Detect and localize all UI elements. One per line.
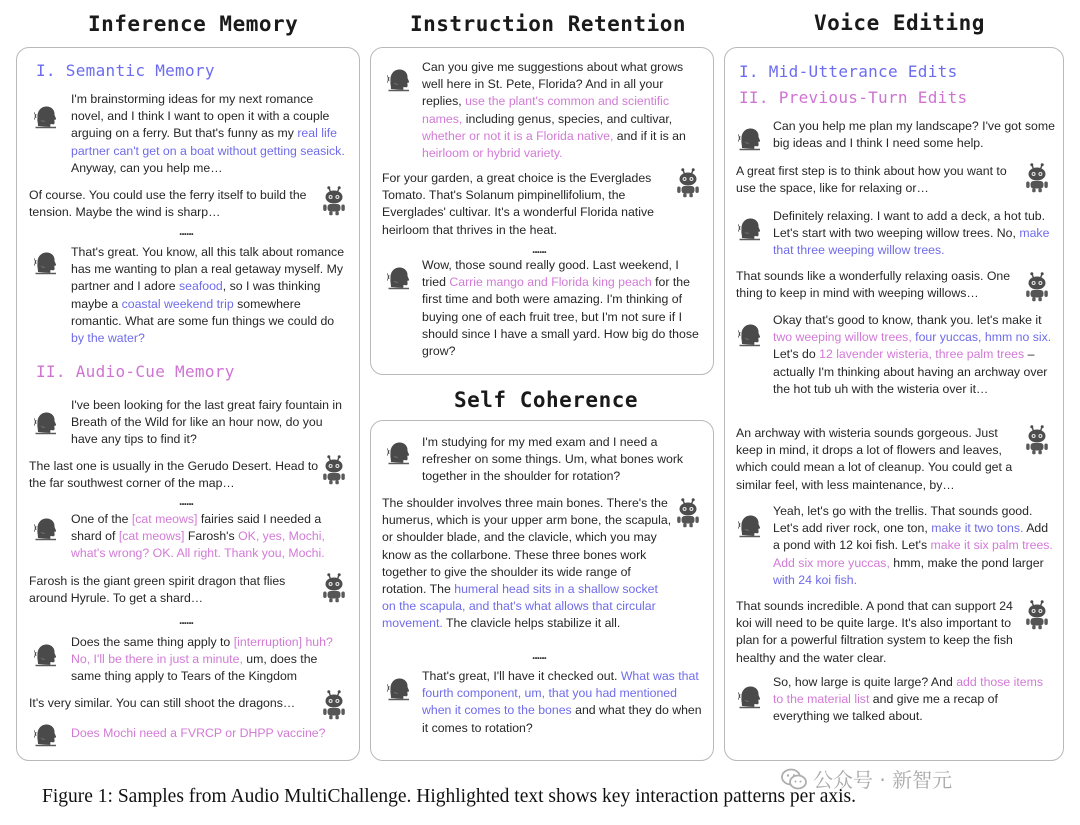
human-head-icon — [738, 126, 762, 152]
message-text: – actually I'm thinking about having an archway over the hot tub uh with the wisteria over it… — [773, 347, 1048, 396]
message-text: Let's do — [773, 347, 820, 362]
user-message — [422, 59, 702, 162]
assistant-message — [29, 458, 321, 492]
message-text: Definitely relaxing. I want to add a deck, a hot tub. Let's start with two weeping willow trees. No, — [773, 209, 1046, 241]
message-text: for the first time and both were amazing. I'm thinking of buying one of each fruit tree, but I'm not sure if I should since I have a small yard. How big do those grow? — [422, 275, 699, 359]
user-message — [773, 208, 1055, 260]
assistant-message — [29, 573, 311, 607]
assistant-message — [382, 495, 674, 633]
conversation-separator: ...... — [532, 242, 547, 256]
message-text: That sounds incredible. A pond that can support 24 koi will need to be quite large. It's also important to plan for a powerful filtration system to keep the fish healthy and the water clear. — [736, 599, 1013, 665]
message-text: That's great. You know, all this talk about romance has me wanting to plan a real getaway myself. My partner and I adore — [71, 245, 345, 294]
message-text: Can you help me plan my landscape? I've got some big ideas and I think I need some help. — [773, 119, 1055, 151]
robot-icon — [1024, 163, 1050, 193]
highlighted-text: [cat meows] — [131, 512, 198, 526]
highlighted-text: Does Mochi need a FVRCP or DHPP vaccine? — [71, 726, 326, 740]
message-text: I'm brainstorming ideas for my next romance novel, and I think I want to open it with a couple arguing on a ferry. But that's funny as my — [71, 92, 330, 141]
message-text: The clavicle helps stabilize it all. — [442, 616, 621, 631]
user-message — [71, 91, 347, 177]
human-head-icon — [738, 216, 762, 242]
assistant-message — [29, 695, 321, 712]
message-text: It's very similar. You can still shoot the dragons… — [29, 696, 296, 710]
highlighted-text: [cat meows] — [118, 529, 185, 544]
message-text: An archway with wisteria sounds gorgeous. Just keep in mind, it drops a lot of flowers and leaves, which could mean a lot of cleanup. You could get a similar feel, with less maintenance, by… — [736, 426, 1013, 492]
message-text: including genus, species, and cultivar, — [462, 111, 673, 126]
watermark-text: 公众号 · 新智元 — [813, 768, 953, 792]
section-previous-turn-edits: II. Previous-Turn Edits — [739, 88, 968, 107]
user-message — [422, 257, 702, 360]
message-text: and what they do when it comes to rotation? — [422, 703, 702, 735]
message-text: Add a pond with 12 koi fish. Let's — [773, 521, 1049, 553]
robot-icon — [321, 186, 347, 216]
message-text: For your garden, a great choice is the Everglades Tomato. That's Solanum pimpinellifolium, the Everglades' cultivar. It's a wonderful Florida native heirloom that thrives in the heat. — [382, 171, 654, 237]
message-text: Of course. You could use the ferry itself to build the tension. Maybe the wind is sharp… — [29, 188, 307, 220]
highlighted-text: whether or not it is a Florida native, — [422, 128, 614, 143]
message-text: Wow, those sound really good. Last weekend, I tried — [422, 258, 679, 290]
highlighted-text: make that three weeping willow trees. — [773, 226, 1050, 258]
message-text: fairies said I needed a shard of — [71, 512, 322, 544]
human-head-icon — [738, 684, 762, 710]
robot-icon — [321, 455, 347, 485]
message-text: hmm, make the pond larger — [889, 555, 1044, 570]
user-message — [71, 634, 347, 686]
highlighted-text: use the plant's common and scientific names, — [422, 94, 670, 126]
highlighted-text: What was that fourth component, um, that you had mentioned when it comes to the bones — [422, 669, 699, 718]
highlighted-text: Carrie mango and Florida king peach — [449, 275, 652, 290]
message-text: So, how large is quite large? And — [773, 675, 957, 689]
user-message — [71, 511, 347, 563]
message-text: I'm studying for my med exam and I need a refresher on some things. Um, what bones work together in the shoulder for rotation? — [422, 435, 684, 484]
highlighted-text: make it six palm trees. Add six more yuccas, — [773, 538, 1053, 570]
message-text: The shoulder involves three main bones. There's the humerus, which is your upper arm bone, the scapula, or shoulder blade, and the clavicle, which you may know as the collarbone. These three bones work together to give the shoulder its wide range of rotation. The — [382, 496, 672, 597]
section-audio-cue-memory: II. Audio-Cue Memory — [36, 362, 235, 381]
message-text: A great first step is to think about how you want to use the space, like for relaxing or… — [736, 164, 1007, 196]
message-text: and give me a recap of everything we talked about. — [773, 692, 998, 724]
assistant-message — [382, 170, 672, 239]
conversation-separator: ...... — [532, 648, 547, 662]
robot-icon — [321, 573, 347, 603]
human-head-icon — [387, 67, 411, 93]
message-text: The last one is usually in the Gerudo Desert. Head to the far southwest corner of the map… — [29, 459, 319, 491]
highlighted-text: real life partner can't get on a boat without getting seasick. — [71, 126, 345, 158]
robot-icon — [1024, 425, 1050, 455]
human-head-icon — [34, 722, 58, 748]
user-message — [773, 503, 1055, 589]
human-head-icon — [34, 250, 58, 276]
message-text: Anyway, can you help me… — [71, 160, 223, 175]
column-title-inference-memory: Inference Memory — [88, 12, 299, 36]
user-message — [71, 397, 347, 449]
column-title-voice-editing: Voice Editing — [814, 11, 985, 35]
robot-icon — [675, 168, 701, 198]
user-message — [773, 674, 1055, 726]
highlighted-text: make it two tons. — [931, 521, 1024, 536]
message-text: That's great, I'll have it checked out. — [422, 669, 621, 683]
assistant-message — [736, 425, 1022, 494]
conversation-separator: ...... — [179, 613, 194, 627]
assistant-message — [736, 163, 1022, 197]
message-text: Can you give me suggestions about what grows well here in St. Pete, Florida? And in all your replies, — [422, 60, 684, 109]
assistant-message — [736, 598, 1022, 667]
human-head-icon — [34, 642, 58, 668]
message-text: um, does the same thing apply to Tears of the Kingdom — [71, 652, 318, 684]
highlighted-text: heirloom or hybrid variety. — [422, 146, 563, 161]
column-title-instruction-retention: Instruction Retention — [410, 12, 687, 36]
highlighted-text: [interruption] huh? No, I'll be there in just a minute, — [71, 635, 333, 667]
message-text: Farosh is the giant green spirit dragon that flies around Hyrule. To get a shard… — [29, 574, 286, 606]
human-head-icon — [387, 440, 411, 466]
human-head-icon — [387, 265, 411, 291]
column-title-self-coherence: Self Coherence — [454, 388, 639, 412]
section-semantic-memory: I. Semantic Memory — [36, 61, 215, 80]
user-message — [773, 118, 1055, 152]
highlighted-text: two weeping willow trees, — [773, 330, 912, 345]
highlighted-text: seafood — [179, 279, 223, 294]
robot-icon — [1024, 272, 1050, 302]
user-message — [422, 434, 702, 486]
message-text: I've been looking for the last great fairy fountain in Breath of the Wild for like an hour now, do you have any tips to find it? — [71, 398, 342, 447]
section-mid-utterance-edits: I. Mid-Utterance Edits — [739, 62, 958, 81]
robot-icon — [1024, 600, 1050, 630]
assistant-message — [736, 268, 1022, 302]
human-head-icon — [738, 322, 762, 348]
message-text: Does the same thing apply to — [71, 635, 234, 649]
message-text: and if it is an — [613, 128, 686, 143]
conversation-separator: ...... — [179, 494, 194, 508]
message-text: That sounds like a wonderfully relaxing oasis. One thing to keep in mind with weeping willows… — [736, 269, 1011, 301]
robot-icon — [675, 498, 701, 528]
user-message — [422, 668, 702, 737]
human-head-icon — [738, 513, 762, 539]
user-message — [71, 244, 347, 347]
message-text: , so I was thinking maybe a — [71, 279, 321, 311]
human-head-icon — [387, 676, 411, 702]
highlighted-text: coastal weekend trip — [121, 296, 234, 311]
message-text: Farosh's — [184, 529, 239, 544]
message-text: Yeah, let's go with the trellis. That sounds good. Let's add river rock, one ton, — [773, 504, 1033, 536]
assistant-message — [29, 187, 311, 221]
human-head-icon — [34, 410, 58, 436]
user-message — [71, 725, 347, 742]
conversation-separator: ...... — [179, 224, 194, 238]
human-head-icon — [34, 104, 58, 130]
highlighted-text: add those items to the material list — [773, 675, 1044, 707]
highlighted-text: humeral head sits in a shallow socket on the scapula, and that's what allows that circular movement. — [382, 582, 658, 631]
human-head-icon — [34, 516, 58, 542]
highlighted-text: by the water? — [71, 331, 145, 346]
user-message — [773, 312, 1055, 398]
message-text: somewhere romantic. What are some fun things we could do — [71, 296, 335, 328]
robot-icon — [321, 690, 347, 720]
message-text: Okay that's good to know, thank you. let's make it — [773, 313, 1042, 327]
figure-caption: Figure 1: Samples from Audio MultiChallenge. Highlighted text shows key interaction patterns per axis. — [42, 786, 856, 807]
highlighted-text: OK, yes, Mochi, what's wrong? OK. All right. Thank you, Mochi. — [71, 529, 325, 561]
highlighted-text: 12 lavender wisteria, three palm trees — [819, 347, 1025, 362]
message-text: One of the — [71, 512, 132, 526]
highlighted-text: four yuccas, hmm no six. — [915, 330, 1052, 345]
highlighted-text: with 24 koi fish. — [773, 572, 858, 587]
